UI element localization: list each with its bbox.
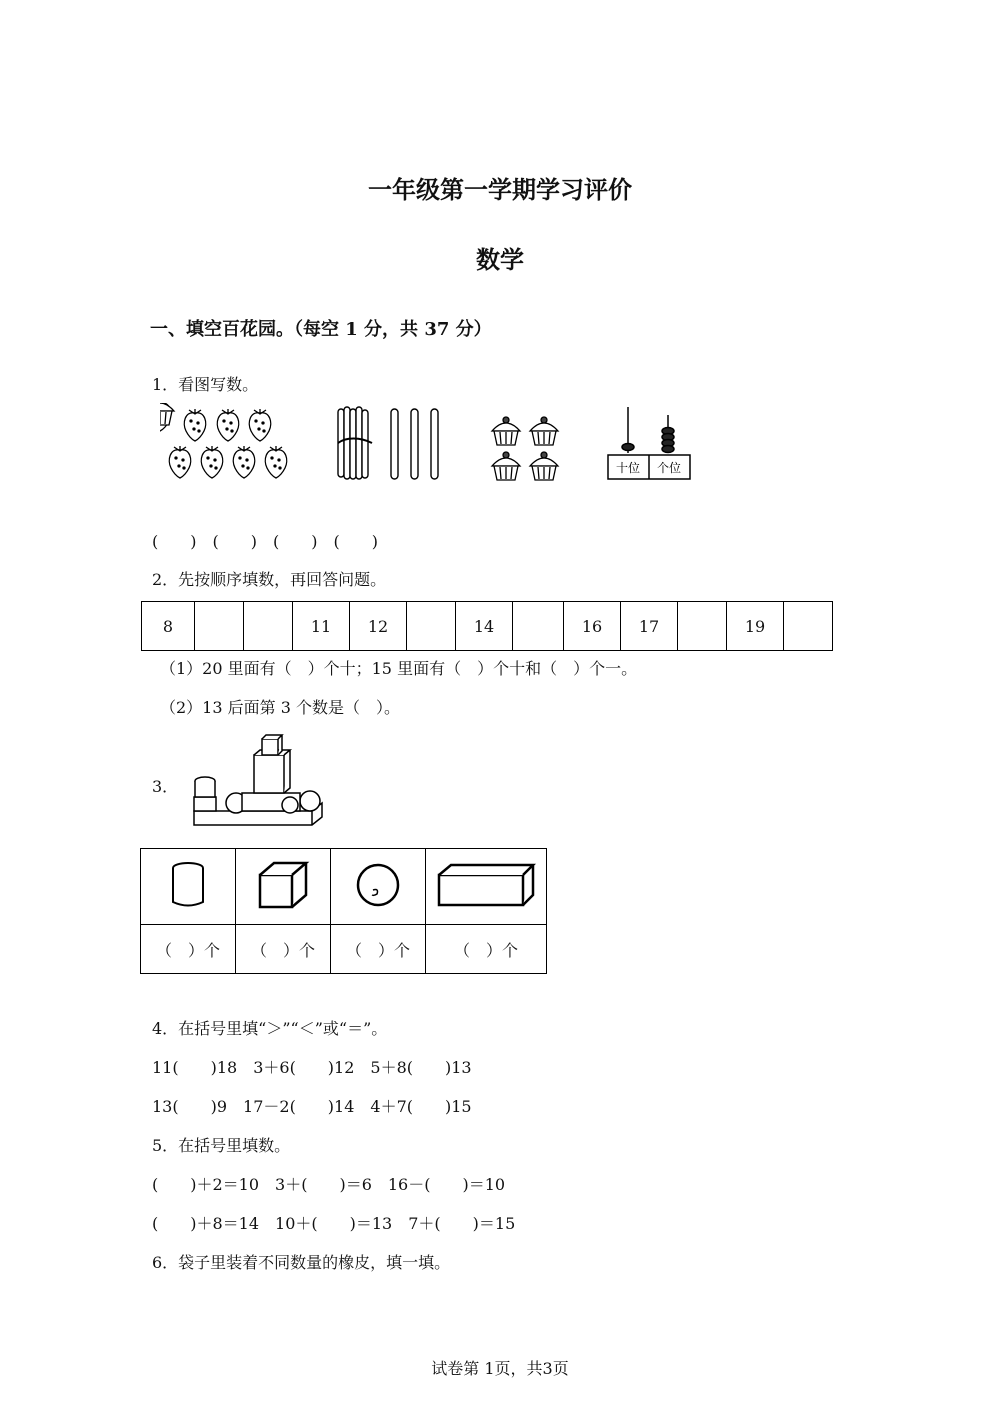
q5-row-1: ( )＋2＝10 3＋( )＝6 16－( )＝10 — [152, 1175, 506, 1194]
number-sequence-table — [141, 601, 833, 651]
q2-prompt: 2．先按顺序填数，再回答问题。 — [152, 570, 387, 589]
seq-cell: 8 — [142, 602, 195, 651]
cuboid-icon — [436, 861, 536, 909]
q5-row-2: ( )＋8＝14 10＋( )＝13 7＋( )＝15 — [152, 1214, 516, 1233]
q3-label: 3． — [152, 777, 179, 796]
abacus-label-tens: 十位 — [615, 461, 641, 475]
cylinder-icon — [168, 860, 208, 910]
shape-count-table — [140, 848, 547, 974]
seq-cell — [195, 602, 244, 651]
shape-cell-cube — [236, 849, 331, 925]
shape-cell-cylinder — [141, 849, 236, 925]
seq-cell — [784, 602, 833, 651]
count-cube: （ ）个 — [236, 925, 331, 974]
count-cuboid: （ ）个 — [426, 925, 547, 974]
subject-title: 数学 — [476, 245, 524, 274]
q6-prompt: 6．袋子里装着不同数量的橡皮，填一填。 — [152, 1253, 451, 1272]
seq-cell: 19 — [727, 602, 784, 651]
seq-cell — [513, 602, 564, 651]
q4-row-1: 11( )18 3＋6( )12 5＋8( )13 — [152, 1058, 472, 1077]
seq-cell — [244, 602, 293, 651]
seq-cell — [678, 602, 727, 651]
q1-answer-blanks: ( ) ( ) ( ) ( ) — [152, 532, 378, 551]
strawberry-group-icon — [160, 403, 287, 478]
section-1-heading: 一、填空百花园。（每空 1 分，共 37 分） — [150, 319, 492, 340]
count-cylinder: （ ）个 — [141, 925, 236, 974]
cube-icon — [256, 859, 310, 911]
block-structure-icon — [190, 733, 330, 829]
q1-prompt: 1．看图写数。 — [152, 375, 259, 394]
seq-cell: 17 — [621, 602, 678, 651]
sphere-icon — [353, 860, 403, 910]
seq-cell: 11 — [293, 602, 350, 651]
q4-prompt: 4．在括号里填“＞”“＜”或“＝”。 — [152, 1019, 388, 1038]
q1-pictures — [160, 403, 720, 493]
seq-cell: 14 — [456, 602, 513, 651]
shape-cell-sphere — [331, 849, 426, 925]
seq-cell: 16 — [564, 602, 621, 651]
q4-row-2: 13( )9 17－2( )14 4＋7( )15 — [152, 1097, 472, 1116]
seq-cell — [407, 602, 456, 651]
page-footer: 试卷第 1页，共3页 — [431, 1359, 569, 1378]
q2-subquestion-1: （1）20 里面有（ ）个十；15 里面有（ ）个十和（ ）个一。 — [160, 659, 638, 678]
exam-title: 一年级第一学期学习评价 — [368, 175, 632, 204]
q5-prompt: 5．在括号里填数。 — [152, 1136, 291, 1155]
shape-cell-cuboid — [426, 849, 547, 925]
counting-sticks-icon — [338, 407, 438, 479]
abacus-label-ones: 个位 — [656, 461, 682, 475]
q2-subquestion-2: （2）13 后面第 3 个数是（ ）。 — [160, 698, 400, 717]
seq-cell: 12 — [350, 602, 407, 651]
count-sphere: （ ）个 — [331, 925, 426, 974]
